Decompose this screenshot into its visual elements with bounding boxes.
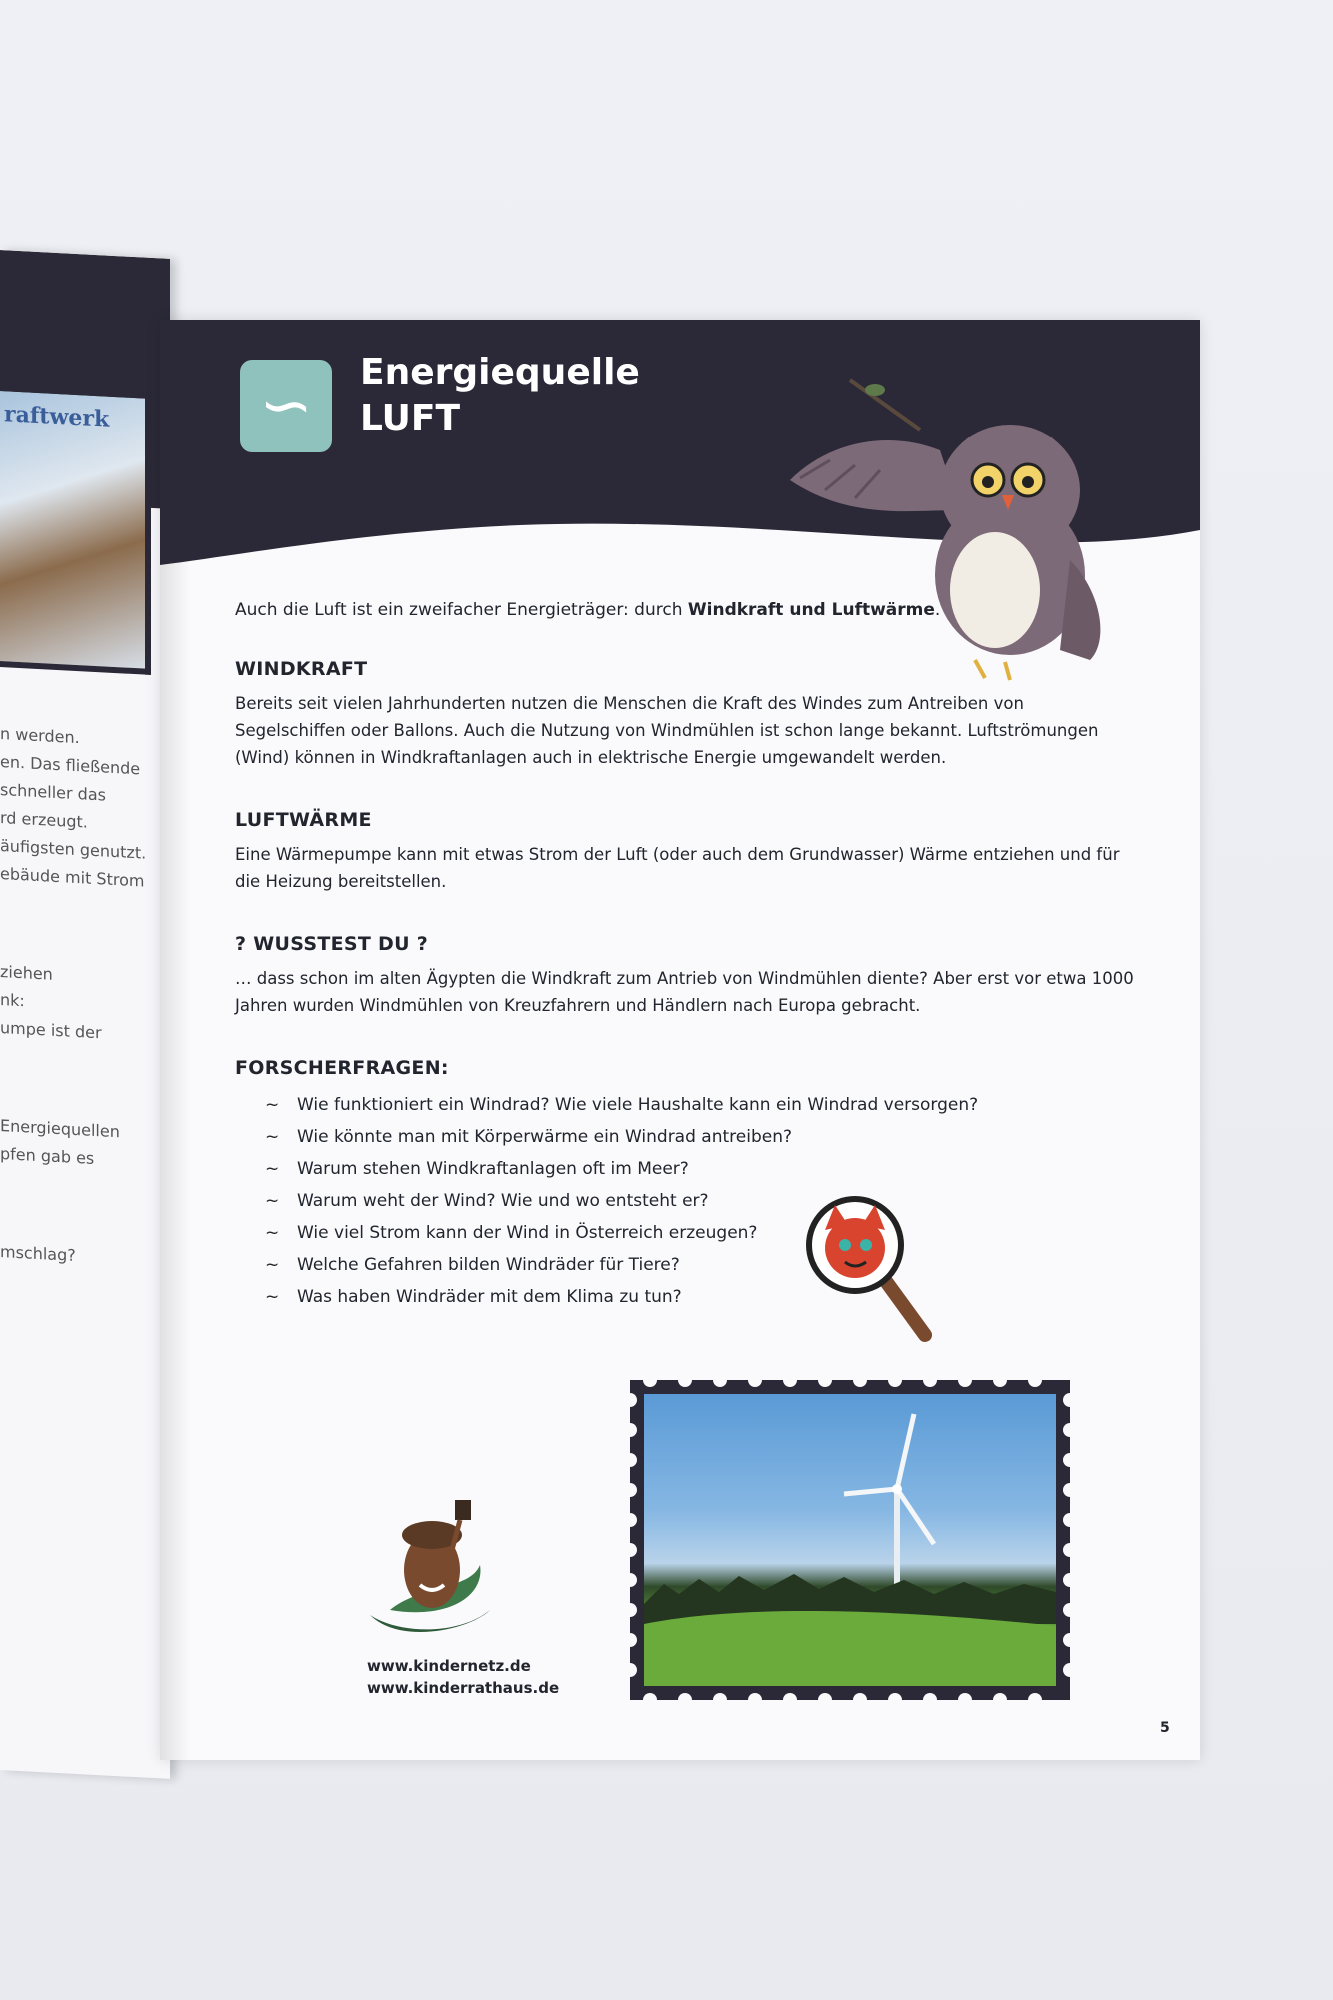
link-kindernetz[interactable]: www.kindernetz.de	[367, 1657, 531, 1675]
page-title	[360, 350, 640, 442]
section-text-windkraft: Bereits seit vielen Jahrhunderten nutzen die Menschen die Kraft des Windes zum Antreiben von Segelschiffen oder Ballons. Auch die Nutzung von Windmühlen ist schon lange bekannt. Luftströmungen (Wind) können in Windkraftanlagen auch in elektrische Energie umgewandelt werden.	[235, 694, 1099, 767]
tilde-bullet: ~	[265, 1255, 280, 1275]
question-text: Welche Gefahren bilden Windräder für Tiere?	[297, 1255, 680, 1275]
list-item	[265, 1089, 1135, 1121]
title-line-1: Energiequelle	[360, 352, 640, 393]
section-heading-forscherfragen: FORSCHERFRAGEN:	[235, 1057, 449, 1079]
section-text-wusstest: … dass schon im alten Ägypten die Windkraft zum Antrieb von Windmühlen diente? Aber erst vor etwa 1000 Jahren wurden Windmühlen von Kreuzfahrern und Händlern nach Europa gebracht.	[235, 969, 1134, 1015]
question-text: Warum stehen Windkraftanlagen oft im Meer?	[297, 1159, 689, 1179]
section-heading-windkraft: WINDKRAFT	[235, 658, 368, 680]
list-item	[265, 1281, 1135, 1313]
tilde-bullet: ~	[265, 1095, 280, 1115]
left-page	[0, 250, 170, 1779]
left-text-line: ziehen	[0, 962, 53, 984]
question-text: Wie funktioniert ein Windrad? Wie viele Haushalte kann ein Windrad versorgen?	[297, 1095, 979, 1115]
intro-bold: Windkraft und Luftwärme	[687, 600, 935, 620]
left-text-line: en. Das fließende	[0, 752, 141, 779]
tilde-bullet: ~	[265, 1127, 280, 1147]
left-page-text	[0, 720, 160, 1274]
question-text: Wie viel Strom kann der Wind in Österreich erzeugen?	[297, 1223, 758, 1243]
question-list	[235, 1089, 1135, 1313]
page-number: 5	[1160, 1720, 1170, 1736]
list-item	[265, 1121, 1135, 1153]
left-text-line: ebäude mit Strom	[0, 864, 145, 891]
question-text: Wie könnte man mit Körperwärme ein Windrad antreiben?	[297, 1127, 793, 1147]
left-text-line: schneller das	[0, 780, 106, 805]
tilde-bullet: ~	[265, 1223, 280, 1243]
magnifier-fox-illustration	[800, 1190, 940, 1350]
title-line-2: LUFT	[360, 398, 461, 439]
intro-text: Auch die Luft ist ein zweifacher Energieträger: durch	[235, 600, 688, 620]
section-text-luftwaerme: Eine Wärmepumpe kann mit etwas Strom der Luft (oder auch dem Grundwasser) Wärme entziehen und für die Heizung bereitstellen.	[235, 845, 1120, 891]
link-kinderrathaus[interactable]: www.kinderrathaus.de	[367, 1679, 560, 1697]
left-text-line: n werden.	[0, 724, 80, 748]
intro-end: .	[934, 600, 941, 620]
list-item	[265, 1249, 1135, 1281]
wind-swirl-icon: ∽	[240, 360, 332, 452]
left-text-line: rd erzeugt.	[0, 808, 88, 832]
footer-links	[367, 1655, 559, 1699]
wind-turbine-photo-stamp	[630, 1380, 1070, 1700]
question-text: Warum weht der Wind? Wie und wo entsteht er?	[297, 1191, 709, 1211]
left-text-line: Energiequellen	[0, 1116, 120, 1142]
question-text: Was haben Windräder mit dem Klima zu tun?	[297, 1287, 682, 1307]
left-text-line: umpe ist der	[0, 1018, 102, 1043]
left-text-line: nk:	[0, 990, 25, 1011]
tilde-bullet: ~	[265, 1159, 280, 1179]
left-text-line: pfen gab es	[0, 1144, 95, 1168]
list-item	[265, 1153, 1135, 1185]
list-item	[265, 1185, 1135, 1217]
acorn-mascot-illustration	[360, 1495, 510, 1645]
intro-paragraph	[235, 600, 1135, 620]
section-heading-wusstest: ? WUSSTEST DU ?	[235, 933, 429, 955]
page-content	[235, 600, 1135, 1313]
tilde-bullet: ~	[265, 1191, 280, 1211]
left-page-photo	[0, 385, 151, 675]
right-page	[160, 320, 1200, 1760]
list-item	[265, 1217, 1135, 1249]
tilde-bullet: ~	[265, 1287, 280, 1307]
left-text-line: mschlag?	[0, 1242, 76, 1265]
left-text-line: äufigsten genutzt.	[0, 836, 147, 863]
left-photo-title: raftwerk	[4, 401, 110, 433]
section-heading-luftwaerme: LUFTWÄRME	[235, 809, 372, 831]
